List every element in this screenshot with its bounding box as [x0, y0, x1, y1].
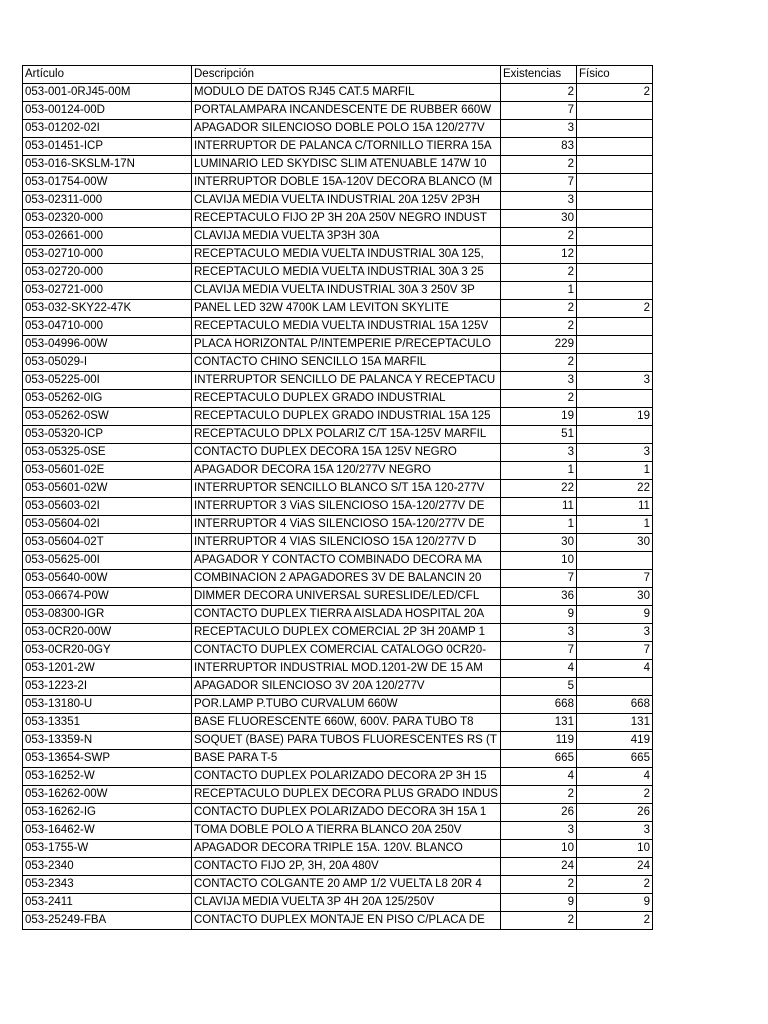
- cell-descripcion[interactable]: CLAVIJA MEDIA VUELTA INDUSTRIAL 30A 3 250V 3P: [192, 282, 501, 300]
- cell-existencias[interactable]: 2: [500, 228, 576, 246]
- cell-existencias[interactable]: 131: [500, 714, 576, 732]
- cell-fisico[interactable]: 22: [576, 480, 652, 498]
- cell-fisico[interactable]: 2: [576, 912, 652, 930]
- cell-articulo[interactable]: 053-13351: [23, 714, 192, 732]
- cell-descripcion[interactable]: RECEPTACULO DUPLEX GRADO INDUSTRIAL 15A 125: [192, 408, 501, 426]
- table-row: [23, 660, 653, 678]
- cell-descripcion[interactable]: RECEPTACULO DUPLEX GRADO INDUSTRIAL: [192, 390, 501, 408]
- cell-fisico[interactable]: [576, 354, 652, 372]
- cell-existencias[interactable]: 2: [500, 318, 576, 336]
- cell-fisico[interactable]: [576, 264, 652, 282]
- table-row: [23, 768, 653, 786]
- cell-descripcion[interactable]: RECEPTACULO MEDIA VUELTA INDUSTRIAL 30A 3 25: [192, 264, 501, 282]
- cell-articulo[interactable]: 053-05604-02I: [23, 516, 192, 534]
- cell-descripcion[interactable]: BASE PARA T-5: [192, 750, 501, 768]
- cell-descripcion[interactable]: INTERRUPTOR 3 ViAS SILENCIOSO 15A-120/277V DE: [192, 498, 501, 516]
- inventory-table: [22, 65, 653, 930]
- cell-fisico[interactable]: 19: [576, 408, 652, 426]
- cell-fisico[interactable]: 2: [576, 84, 652, 102]
- table-row: [23, 138, 653, 156]
- cell-existencias[interactable]: 11: [500, 498, 576, 516]
- cell-existencias[interactable]: 36: [500, 588, 576, 606]
- cell-fisico[interactable]: 3: [576, 822, 652, 840]
- cell-articulo[interactable]: 053-02721-000: [23, 282, 192, 300]
- cell-descripcion[interactable]: RECEPTACULO DUPLEX DECORA PLUS GRADO INDUS: [192, 786, 501, 804]
- cell-descripcion[interactable]: INTERRUPTOR INDUSTRIAL MOD.1201-2W DE 15 AM: [192, 660, 501, 678]
- cell-fisico[interactable]: 9: [576, 606, 652, 624]
- cell-existencias[interactable]: 3: [500, 120, 576, 138]
- cell-existencias[interactable]: 83: [500, 138, 576, 156]
- cell-descripcion[interactable]: RECEPTACULO DPLX POLARIZ C/T 15A-125V MARFIL: [192, 426, 501, 444]
- cell-fisico[interactable]: [576, 552, 652, 570]
- cell-descripcion[interactable]: CLAVIJA MEDIA VUELTA 3P3H 30A: [192, 228, 501, 246]
- cell-articulo[interactable]: 053-0CR20-0GY: [23, 642, 192, 660]
- cell-existencias[interactable]: 10: [500, 840, 576, 858]
- table-row: [23, 786, 653, 804]
- table-row: [23, 84, 653, 102]
- cell-descripcion[interactable]: INTERRUPTOR SENCILLO DE PALANCA Y RECEPTACU: [192, 372, 501, 390]
- cell-articulo[interactable]: 053-13180-U: [23, 696, 192, 714]
- cell-existencias[interactable]: 2: [500, 912, 576, 930]
- cell-articulo[interactable]: 053-0CR20-00W: [23, 624, 192, 642]
- table-row: [23, 858, 653, 876]
- cell-articulo[interactable]: 053-2411: [23, 894, 192, 912]
- table-row: [23, 750, 653, 768]
- cell-existencias[interactable]: 7: [500, 570, 576, 588]
- cell-articulo[interactable]: 053-02720-000: [23, 264, 192, 282]
- table-row: [23, 822, 653, 840]
- cell-existencias[interactable]: 7: [500, 642, 576, 660]
- cell-existencias[interactable]: 51: [500, 426, 576, 444]
- cell-articulo[interactable]: 053-05640-00W: [23, 570, 192, 588]
- cell-articulo[interactable]: 053-05325-0SE: [23, 444, 192, 462]
- cell-articulo[interactable]: 053-02311-000: [23, 192, 192, 210]
- cell-descripcion[interactable]: CLAVIJA MEDIA VUELTA INDUSTRIAL 20A 125V 2P3H: [192, 192, 501, 210]
- cell-fisico[interactable]: [576, 102, 652, 120]
- cell-descripcion[interactable]: TOMA DOBLE POLO A TIERRA BLANCO 20A 250V: [192, 822, 501, 840]
- cell-descripcion[interactable]: CONTACTO DUPLEX DECORA 15A 125V NEGRO: [192, 444, 501, 462]
- cell-existencias[interactable]: 119: [500, 732, 576, 750]
- cell-articulo[interactable]: 053-25249-FBA: [23, 912, 192, 930]
- cell-descripcion[interactable]: DIMMER DECORA UNIVERSAL SURESLIDE/LED/CFL: [192, 588, 501, 606]
- cell-articulo[interactable]: 053-01451-ICP: [23, 138, 192, 156]
- cell-descripcion[interactable]: POR.LAMP P.TUBO CURVALUM 660W: [192, 696, 501, 714]
- cell-descripcion[interactable]: INTERRUPTOR SENCILLO BLANCO S/T 15A 120-277V: [192, 480, 501, 498]
- cell-articulo[interactable]: 053-1201-2W: [23, 660, 192, 678]
- cell-fisico[interactable]: [576, 192, 652, 210]
- cell-existencias[interactable]: 9: [500, 606, 576, 624]
- table-row: [23, 642, 653, 660]
- table-row: [23, 534, 653, 552]
- cell-existencias[interactable]: 30: [500, 534, 576, 552]
- cell-existencias[interactable]: 24: [500, 858, 576, 876]
- cell-descripcion[interactable]: CONTACTO DUPLEX COMERCIAL CATALOGO 0CR20-: [192, 642, 501, 660]
- cell-fisico[interactable]: 2: [576, 300, 652, 318]
- cell-existencias[interactable]: 7: [500, 102, 576, 120]
- cell-articulo[interactable]: 053-04710-000: [23, 318, 192, 336]
- cell-articulo[interactable]: 053-13359-N: [23, 732, 192, 750]
- table-row: [23, 606, 653, 624]
- table-row: [23, 210, 653, 228]
- cell-existencias[interactable]: 2: [500, 876, 576, 894]
- cell-descripcion[interactable]: INTERRUPTOR 4 ViAS SILENCIOSO 15A-120/277V DE: [192, 516, 501, 534]
- table-row: [23, 120, 653, 138]
- header-descripcion[interactable]: Descripción: [192, 66, 501, 84]
- cell-descripcion[interactable]: APAGADOR Y CONTACTO COMBINADO DECORA MA: [192, 552, 501, 570]
- cell-fisico[interactable]: 3: [576, 372, 652, 390]
- table-row: [23, 462, 653, 480]
- header-row: [23, 66, 653, 84]
- table-row: [23, 282, 653, 300]
- table-row: [23, 624, 653, 642]
- cell-articulo[interactable]: 053-08300-IGR: [23, 606, 192, 624]
- cell-fisico[interactable]: 4: [576, 768, 652, 786]
- cell-articulo[interactable]: 053-05320-ICP: [23, 426, 192, 444]
- cell-fisico[interactable]: [576, 138, 652, 156]
- cell-descripcion[interactable]: COMBINACION 2 APAGADORES 3V DE BALANCIN 20: [192, 570, 501, 588]
- cell-fisico[interactable]: 2: [576, 786, 652, 804]
- cell-existencias[interactable]: 4: [500, 660, 576, 678]
- cell-descripcion[interactable]: CONTACTO FIJO 2P, 3H, 20A 480V: [192, 858, 501, 876]
- cell-articulo[interactable]: 053-05262-0SW: [23, 408, 192, 426]
- cell-descripcion[interactable]: APAGADOR DECORA 15A 120/277V NEGRO: [192, 462, 501, 480]
- cell-fisico[interactable]: [576, 156, 652, 174]
- table-row: [23, 156, 653, 174]
- cell-fisico[interactable]: 11: [576, 498, 652, 516]
- cell-existencias[interactable]: 4: [500, 768, 576, 786]
- table-row: [23, 192, 653, 210]
- table-row: [23, 318, 653, 336]
- cell-existencias[interactable]: 1: [500, 282, 576, 300]
- table-row: [23, 300, 653, 318]
- table-row: [23, 552, 653, 570]
- cell-fisico[interactable]: [576, 174, 652, 192]
- cell-descripcion[interactable]: CONTACTO COLGANTE 20 AMP 1/2 VUELTA L8 20R 4: [192, 876, 501, 894]
- cell-existencias[interactable]: 665: [500, 750, 576, 768]
- cell-fisico[interactable]: [576, 426, 652, 444]
- cell-fisico[interactable]: 131: [576, 714, 652, 732]
- cell-articulo[interactable]: 053-16462-W: [23, 822, 192, 840]
- table-row: [23, 228, 653, 246]
- cell-existencias[interactable]: 3: [500, 444, 576, 462]
- cell-descripcion[interactable]: BASE FLUORESCENTE 660W, 600V. PARA TUBO T8: [192, 714, 501, 732]
- cell-articulo[interactable]: 053-06674-P0W: [23, 588, 192, 606]
- table-row: [23, 336, 653, 354]
- cell-articulo[interactable]: 053-05604-02T: [23, 534, 192, 552]
- cell-descripcion[interactable]: CONTACTO DUPLEX POLARIZADO DECORA 2P 3H 15: [192, 768, 501, 786]
- cell-descripcion[interactable]: RECEPTACULO MEDIA VUELTA INDUSTRIAL 30A 125,: [192, 246, 501, 264]
- cell-existencias[interactable]: 2: [500, 786, 576, 804]
- cell-existencias[interactable]: 2: [500, 390, 576, 408]
- cell-existencias[interactable]: 1: [500, 516, 576, 534]
- cell-descripcion[interactable]: CONTACTO DUPLEX TIERRA AISLADA HOSPITAL 20A: [192, 606, 501, 624]
- cell-descripcion[interactable]: INTERRUPTOR 4 VIAS SILENCIOSO 15A 120/277V D: [192, 534, 501, 552]
- cell-existencias[interactable]: 30: [500, 210, 576, 228]
- cell-fisico[interactable]: 7: [576, 642, 652, 660]
- cell-existencias[interactable]: 12: [500, 246, 576, 264]
- cell-existencias[interactable]: 668: [500, 696, 576, 714]
- table-row: [23, 408, 653, 426]
- cell-descripcion[interactable]: INTERRUPTOR DOBLE 15A-120V DECORA BLANCO (M: [192, 174, 501, 192]
- cell-existencias[interactable]: 3: [500, 624, 576, 642]
- cell-fisico[interactable]: 26: [576, 804, 652, 822]
- header-fisico[interactable]: Físico: [576, 66, 652, 84]
- table-row: [23, 354, 653, 372]
- cell-descripcion[interactable]: CONTACTO DUPLEX MONTAJE EN PISO C/PLACA DE: [192, 912, 501, 930]
- cell-existencias[interactable]: 2: [500, 264, 576, 282]
- cell-existencias[interactable]: 2: [500, 84, 576, 102]
- cell-fisico[interactable]: [576, 120, 652, 138]
- cell-descripcion[interactable]: RECEPTACULO MEDIA VUELTA INDUSTRIAL 15A 125V: [192, 318, 501, 336]
- table-row: [23, 480, 653, 498]
- cell-articulo[interactable]: 053-001-0RJ45-00M: [23, 84, 192, 102]
- cell-descripcion[interactable]: APAGADOR DECORA TRIPLE 15A. 120V. BLANCO: [192, 840, 501, 858]
- table-row: [23, 804, 653, 822]
- table-row: [23, 588, 653, 606]
- cell-articulo[interactable]: 053-02661-000: [23, 228, 192, 246]
- cell-articulo[interactable]: 053-02320-000: [23, 210, 192, 228]
- cell-descripcion[interactable]: CONTACTO DUPLEX POLARIZADO DECORA 3H 15A 1: [192, 804, 501, 822]
- cell-fisico[interactable]: [576, 318, 652, 336]
- cell-articulo[interactable]: 053-16262-00W: [23, 786, 192, 804]
- table-row: [23, 516, 653, 534]
- cell-fisico[interactable]: 9: [576, 894, 652, 912]
- cell-descripcion[interactable]: PANEL LED 32W 4700K LAM LEVITON SKYLITE: [192, 300, 501, 318]
- cell-fisico[interactable]: 30: [576, 588, 652, 606]
- table-row: [23, 696, 653, 714]
- cell-articulo[interactable]: 053-032-SKY22-47K: [23, 300, 192, 318]
- table-row: [23, 894, 653, 912]
- table-row: [23, 678, 653, 696]
- cell-articulo[interactable]: 053-1755-W: [23, 840, 192, 858]
- cell-articulo[interactable]: 053-05225-00I: [23, 372, 192, 390]
- cell-existencias[interactable]: 2: [500, 300, 576, 318]
- cell-fisico[interactable]: 665: [576, 750, 652, 768]
- cell-fisico[interactable]: [576, 228, 652, 246]
- cell-existencias[interactable]: 9: [500, 894, 576, 912]
- cell-fisico[interactable]: [576, 210, 652, 228]
- cell-descripcion[interactable]: LUMINARIO LED SKYDISC SLIM ATENUABLE 147W 10: [192, 156, 501, 174]
- cell-articulo[interactable]: 053-13654-SWP: [23, 750, 192, 768]
- cell-articulo[interactable]: 053-02710-000: [23, 246, 192, 264]
- cell-existencias[interactable]: 3: [500, 822, 576, 840]
- table-row: [23, 732, 653, 750]
- cell-descripcion[interactable]: APAGADOR SILENCIOSO 3V 20A 120/277V: [192, 678, 501, 696]
- cell-articulo[interactable]: 053-05603-02I: [23, 498, 192, 516]
- cell-descripcion[interactable]: MODULO DE DATOS RJ45 CAT.5 MARFIL: [192, 84, 501, 102]
- cell-articulo[interactable]: 053-05625-00I: [23, 552, 192, 570]
- table-row: [23, 498, 653, 516]
- cell-fisico[interactable]: [576, 336, 652, 354]
- table-row: [23, 372, 653, 390]
- cell-descripcion[interactable]: INTERRUPTOR DE PALANCA C/TORNILLO TIERRA 15A: [192, 138, 501, 156]
- cell-articulo[interactable]: 053-16262-IG: [23, 804, 192, 822]
- table-row: [23, 876, 653, 894]
- cell-existencias[interactable]: 229: [500, 336, 576, 354]
- cell-fisico[interactable]: 2: [576, 876, 652, 894]
- table-row: [23, 246, 653, 264]
- table-row: [23, 570, 653, 588]
- cell-descripcion[interactable]: PORTALAMPARA INCANDESCENTE DE RUBBER 660W: [192, 102, 501, 120]
- cell-fisico[interactable]: 419: [576, 732, 652, 750]
- cell-descripcion[interactable]: RECEPTACULO DUPLEX COMERCIAL 2P 3H 20AMP 1: [192, 624, 501, 642]
- cell-fisico[interactable]: 1: [576, 516, 652, 534]
- cell-existencias[interactable]: 1: [500, 462, 576, 480]
- table-row: [23, 714, 653, 732]
- cell-fisico[interactable]: [576, 390, 652, 408]
- table-row: [23, 426, 653, 444]
- cell-fisico[interactable]: [576, 282, 652, 300]
- cell-descripcion[interactable]: PLACA HORIZONTAL P/INTEMPERIE P/RECEPTACULO: [192, 336, 501, 354]
- cell-fisico[interactable]: 3: [576, 444, 652, 462]
- cell-existencias[interactable]: 5: [500, 678, 576, 696]
- cell-fisico[interactable]: 10: [576, 840, 652, 858]
- table-body: [23, 84, 653, 930]
- cell-existencias[interactable]: 3: [500, 372, 576, 390]
- cell-descripcion[interactable]: SOQUET (BASE) PARA TUBOS FLUORESCENTES RS (T: [192, 732, 501, 750]
- table-row: [23, 264, 653, 282]
- cell-fisico[interactable]: [576, 246, 652, 264]
- cell-existencias[interactable]: 19: [500, 408, 576, 426]
- header-existencias[interactable]: Existencias: [500, 66, 576, 84]
- table-row: [23, 174, 653, 192]
- table-row: [23, 102, 653, 120]
- table-row: [23, 912, 653, 930]
- cell-existencias[interactable]: 2: [500, 156, 576, 174]
- cell-articulo[interactable]: 053-2340: [23, 858, 192, 876]
- cell-articulo[interactable]: 053-05601-02W: [23, 480, 192, 498]
- cell-existencias[interactable]: 7: [500, 174, 576, 192]
- cell-existencias[interactable]: 22: [500, 480, 576, 498]
- cell-articulo[interactable]: 053-05601-02E: [23, 462, 192, 480]
- cell-articulo[interactable]: 053-04996-00W: [23, 336, 192, 354]
- cell-articulo[interactable]: 053-016-SKSLM-17N: [23, 156, 192, 174]
- cell-fisico[interactable]: 24: [576, 858, 652, 876]
- cell-existencias[interactable]: 3: [500, 192, 576, 210]
- header-articulo[interactable]: Artículo: [23, 66, 192, 84]
- table-row: [23, 444, 653, 462]
- cell-articulo[interactable]: 053-01754-00W: [23, 174, 192, 192]
- cell-fisico[interactable]: 668: [576, 696, 652, 714]
- cell-fisico[interactable]: [576, 678, 652, 696]
- cell-fisico[interactable]: 3: [576, 624, 652, 642]
- cell-articulo[interactable]: 053-1223-2I: [23, 678, 192, 696]
- cell-articulo[interactable]: 053-05029-I: [23, 354, 192, 372]
- cell-descripcion[interactable]: CLAVIJA MEDIA VUELTA 3P 4H 20A 125/250V: [192, 894, 501, 912]
- cell-fisico[interactable]: 7: [576, 570, 652, 588]
- cell-fisico[interactable]: 30: [576, 534, 652, 552]
- cell-fisico[interactable]: 4: [576, 660, 652, 678]
- table-row: [23, 840, 653, 858]
- cell-fisico[interactable]: 1: [576, 462, 652, 480]
- cell-existencias[interactable]: 2: [500, 354, 576, 372]
- table-row: [23, 390, 653, 408]
- cell-existencias[interactable]: 10: [500, 552, 576, 570]
- cell-articulo[interactable]: 053-05262-0IG: [23, 390, 192, 408]
- cell-articulo[interactable]: 053-2343: [23, 876, 192, 894]
- cell-articulo[interactable]: 053-01202-02I: [23, 120, 192, 138]
- cell-articulo[interactable]: 053-00124-00D: [23, 102, 192, 120]
- cell-descripcion[interactable]: RECEPTACULO FIJO 2P 3H 20A 250V NEGRO INDUST: [192, 210, 501, 228]
- cell-existencias[interactable]: 26: [500, 804, 576, 822]
- cell-descripcion[interactable]: APAGADOR SILENCIOSO DOBLE POLO 15A 120/277V: [192, 120, 501, 138]
- cell-descripcion[interactable]: CONTACTO CHINO SENCILLO 15A MARFIL: [192, 354, 501, 372]
- cell-articulo[interactable]: 053-16252-W: [23, 768, 192, 786]
